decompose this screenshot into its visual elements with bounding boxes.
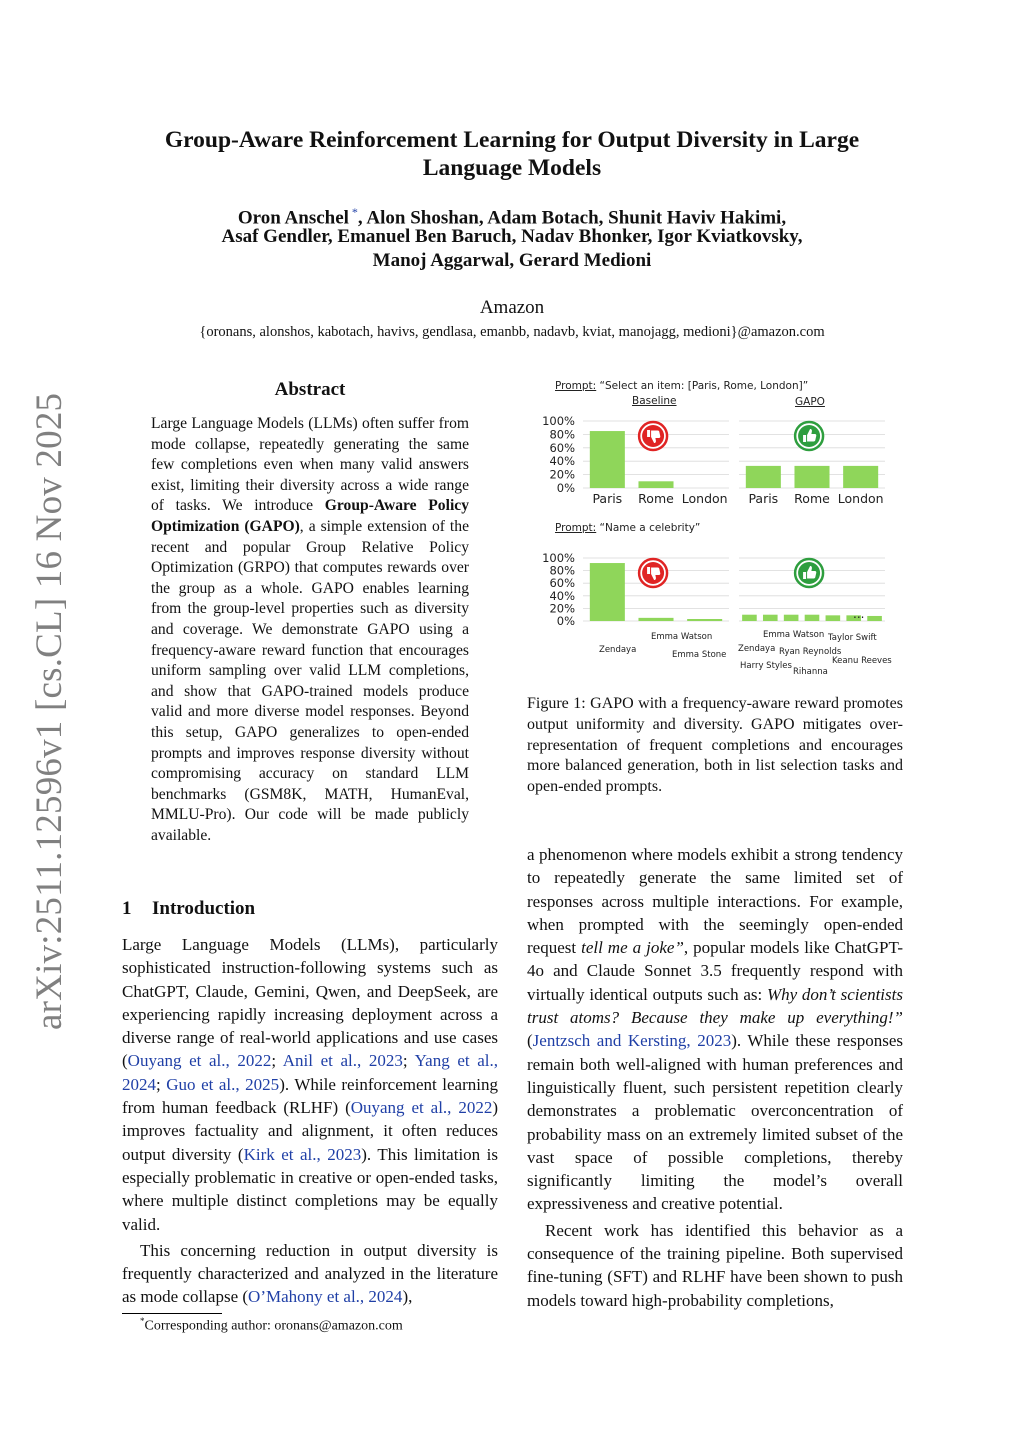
x-tick-label: London — [681, 491, 728, 506]
citation-link[interactable]: O’Mahony et al., 2024 — [248, 1287, 403, 1307]
prompt-text: “Select an item: [Paris, Rome, London]” — [596, 380, 809, 392]
section-number: 1 — [122, 898, 132, 919]
bar-rihanna — [826, 615, 841, 621]
text: ). While these responses remain both well-aligned with human preferences and linguistically fluent, such persistent repetition clearly demonstrates a problematic overconcentration of probability mass on an extremely limited subset of the vast space of possible completions, thereby significantly limiting the model’s overall expressiveness and creative potential. — [527, 1031, 903, 1214]
y-tick-label: 80% — [549, 427, 575, 442]
text: , popular models like ChatGPT-4o and Claude Sonnet 3.5 frequently respond with virtually identical outputs such as: — [527, 938, 904, 1004]
author-emails: {oronans, alonshos, kabotach, havivs, gendlasa, emanbb, nadavb, kviat, manojagg, medioni}@amazon.com — [199, 324, 825, 340]
footnote-mark: * — [140, 1316, 145, 1326]
y-tick-label: 100% — [542, 414, 575, 428]
abstract-text-2: , a simple extension of the recent and popular Group Relative Policy Optimization (GRPO) that computes rewards over the group as a whole. GAPO enables learning from the group-level properties such as diversity and coverage. We demonstrate GAPO using a frequency-aware reward function that encourages uniform sampling over valid LLM completions, and show that GAPO-trained models produce valid and more diverse model responses. Beyond this setup, GAPO generalizes to open-ended prompts and improves response diversity without compromising accuracy on standard LLM benchmarks (GSM8K, MATH, HumanEval, MMLU-Pro). Our code will be made publicly available. — [151, 517, 469, 844]
citation-link[interactable]: Ouyang et al., 2022 — [127, 1051, 272, 1071]
footnote-text: Corresponding author: oronans@amazon.com — [144, 1318, 403, 1334]
affiliation: Amazon — [479, 297, 545, 318]
y-tick-label: 0% — [556, 481, 575, 495]
footnote-rule — [122, 1313, 222, 1314]
authors-line-2: Asaf Gendler, Emanuel Ben Baruch, Nadav Bhonker, Igor Kviatkovsky, — [221, 226, 803, 247]
bar-rome — [638, 481, 673, 488]
abstract-gapo-bold: Group-Aware Policy Optimization (GAPO) — [151, 497, 469, 535]
authors-line-3: Manoj Aggarwal, Gerard Medioni — [372, 250, 652, 271]
bar-ryan-reynolds — [805, 615, 820, 621]
celebrity-label: Keanu Reeves — [832, 656, 892, 666]
bar-emma-stone — [687, 619, 722, 621]
footnote — [140, 1316, 403, 1335]
y-tick-label: 0% — [556, 614, 575, 628]
y-tick-label: 20% — [549, 601, 575, 616]
celebrity-label: Zendaya — [738, 644, 776, 654]
bar-zendaya — [590, 563, 625, 621]
text: a phenomenon where models exhibit a strong tendency to repeatedly generate the same limited set of responses across multiple interactions. For example, when prompted with the seemingly open-ended request — [527, 845, 903, 958]
y-tick-label: 40% — [549, 454, 575, 469]
prompt-label: Prompt: — [555, 522, 597, 534]
bar-paris — [590, 431, 625, 488]
y-tick-label: 40% — [549, 588, 575, 603]
intro-paragraph-4: Recent work has identified this behavior as a consequence of the training pipeline. Both supervised fine-tuning (SFT) and RLHF have been shown to push models toward high-probability completions, — [527, 1220, 903, 1310]
paper-title — [120, 126, 904, 182]
right-column-text — [527, 843, 903, 1312]
abstract-heading: Abstract — [274, 379, 346, 400]
abstract-body — [151, 414, 469, 846]
corresponding-mark[interactable]: * — [348, 205, 358, 219]
text: ), — [402, 1287, 413, 1307]
abstract-text-1: Large Language Models (LLMs) often suffer from mode collapse, repeatedly generating the same few completions even when many valid answers exist, limiting their diversity across a wide range of tasks. We introduce — [151, 415, 469, 515]
prompt-text: “Name a celebrity” — [596, 522, 701, 534]
y-tick-label: 80% — [549, 563, 575, 578]
celebrity-label: Emma Watson — [651, 632, 713, 642]
y-tick-label: 60% — [549, 440, 575, 455]
text: ). This limitation is especially problematic in creative or open-ended tasks, where multiple distinct completions may be equally valid. — [122, 1144, 498, 1234]
text: This concerning reduction in output diversity is frequently characterized and analyzed in the literature as mode collapse ( — [122, 1240, 498, 1307]
section-heading-introduction — [122, 898, 255, 920]
text: ). While reinforcement learning from human feedback (RLHF) ( — [122, 1074, 498, 1118]
citation-link[interactable]: Yang et al., 2024 — [122, 1051, 498, 1094]
celebrity-label: Ryan Reynolds — [779, 647, 842, 657]
intro-paragraph-1 — [122, 933, 498, 1236]
celebrity-label: Emma Watson — [763, 630, 825, 640]
intro-paragraph-3 — [527, 843, 903, 1216]
text: ; — [156, 1074, 167, 1094]
text: ; — [402, 1051, 415, 1071]
bar-keanu-reeves — [867, 616, 882, 621]
bar-rome — [794, 466, 829, 488]
figure-caption: Figure 1: GAPO with a frequency-aware reward promotes output uniformity and diversity. GAPO mitigates over-representation of frequent completions and encourages more balanced generation, both in list selection tasks and open-ended prompts. — [527, 695, 903, 796]
y-tick-label: 20% — [549, 467, 575, 482]
y-tick-label: 100% — [542, 551, 575, 565]
figure-charts — [527, 376, 907, 706]
section-title: Introduction — [152, 898, 256, 919]
bar-paris — [746, 466, 781, 488]
bar-zendaya — [742, 615, 757, 621]
x-tick-label: London — [837, 491, 884, 506]
citation-link[interactable]: Ouyang et al., 2022 — [350, 1098, 493, 1118]
bar-emma-watson — [763, 615, 778, 621]
left-column-text — [122, 933, 498, 1309]
celebrity-label: Taylor Swift — [828, 633, 877, 643]
baseline-label-top: Baseline — [632, 395, 677, 407]
celebrity-label: Zendaya — [599, 645, 637, 655]
text: ( — [527, 1031, 533, 1051]
celebrity-label: Harry Styles — [740, 661, 792, 671]
prompt-label: Prompt: — [555, 380, 597, 392]
text: Large Language Models (LLMs), particularly sophisticated instruction-following systems such as ChatGPT, Claude, Gemini, Qwen, and DeepSeek, are experiencing rapidly increasing deployment across a diverse range of real-world applications and use cases ( — [122, 935, 498, 1071]
bar-harry-styles — [784, 615, 799, 621]
x-tick-label: Rome — [638, 491, 674, 506]
intro-paragraph-2 — [122, 1239, 498, 1309]
bar-london — [843, 466, 878, 488]
gapo-label-top: GAPO — [795, 396, 825, 408]
citation-link[interactable]: Kirk et al., 2023 — [243, 1144, 362, 1164]
citation-link[interactable]: Guo et al., 2025 — [166, 1074, 280, 1094]
citation-link[interactable]: Jentzsch and Kersting, 2023 — [532, 1031, 732, 1051]
celebrity-label: Rihanna — [793, 667, 828, 677]
citation-link[interactable]: Anil et al., 2023 — [282, 1051, 403, 1071]
author-first: Oron Anschel — [237, 207, 349, 229]
x-tick-label: Rome — [794, 491, 830, 506]
text: ; — [271, 1051, 283, 1071]
title-line-2: Language Models — [422, 155, 602, 181]
italic-quote: Why don’t scientists trust atoms? Because they make up everything!” — [527, 984, 903, 1028]
author-rest: , Alon Shoshan, Adam Botach, Shunit Haviv Hakimi, — [357, 207, 787, 229]
title-line-1: Group-Aware Reinforcement Learning for Output Diversity in Large — [164, 127, 860, 153]
x-tick-label: Paris — [592, 491, 623, 506]
figure-1 — [527, 376, 907, 706]
celebrity-label: Emma Stone — [672, 650, 727, 660]
italic-quote: tell me a joke” — [581, 938, 684, 958]
bar-emma-watson — [638, 618, 673, 621]
y-tick-label: 60% — [549, 576, 575, 591]
arxiv-identifier: arXiv:2511.12596v1 [cs.CL] 16 Nov 2025 — [29, 392, 70, 1030]
x-tick-label: Paris — [748, 491, 779, 506]
text: ) improves factuality and alignment, it often reduces output diversity ( — [122, 1098, 498, 1164]
ellipsis: ... — [853, 607, 865, 621]
